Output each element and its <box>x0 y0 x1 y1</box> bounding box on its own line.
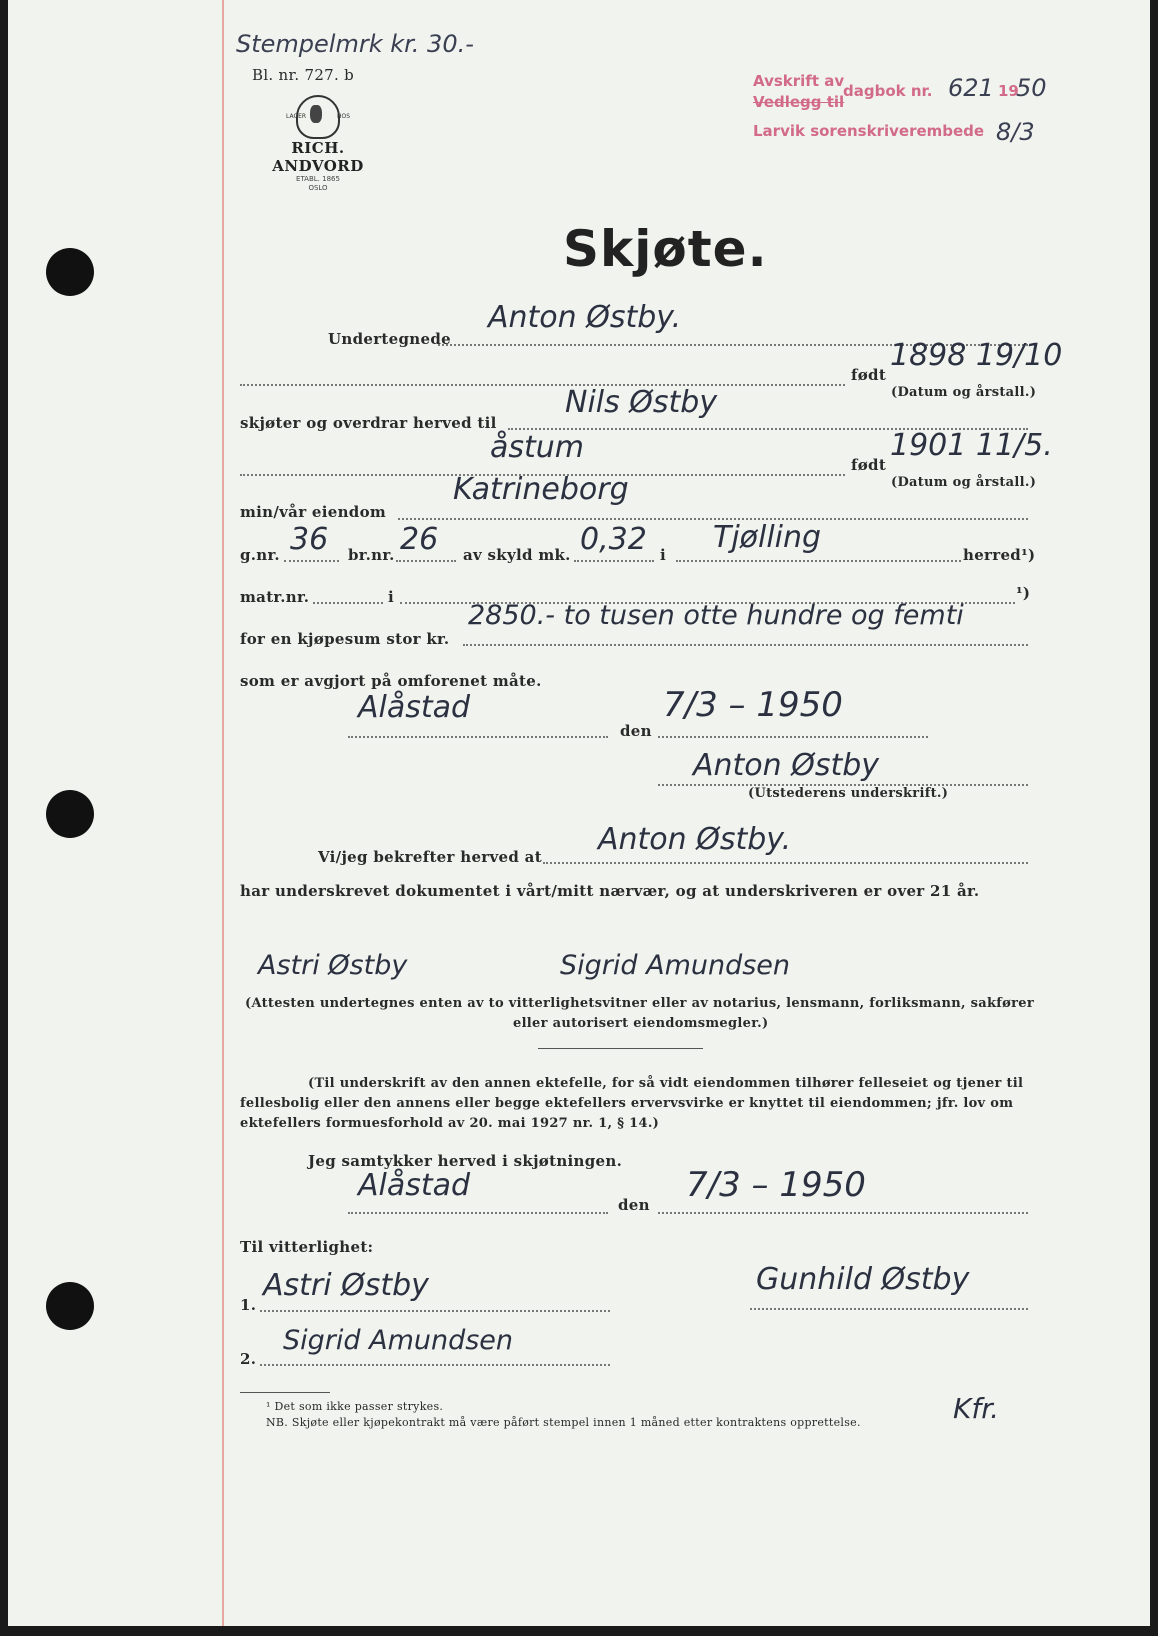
section-divider <box>538 1048 703 1049</box>
witness-1-number: 1. <box>240 1296 257 1314</box>
spouse-note-1: (Til underskrift av den annen ektefelle, for så vidt eiendommen tilhører felleseiet og tjener til <box>308 1076 1024 1091</box>
gnr-label: g.nr. <box>240 546 280 564</box>
matr-label: matr.nr. <box>240 588 310 606</box>
witness-signature-1: Astri Østby <box>258 950 408 981</box>
consent-den-label: den <box>618 1196 650 1214</box>
spouse-note-2: fellesbolig eller den annens eller begge ektefellers ervervsvirke er knyttet til eiendommen; jfr. lov om <box>240 1096 1014 1111</box>
datum-caption-1: (Datum og årstall.) <box>891 385 1037 400</box>
clerk-initials: Kfr. <box>953 1392 1000 1425</box>
grantor-signature: Anton Østby <box>693 748 880 783</box>
signature-caption: (Utstederens underskrift.) <box>748 786 949 801</box>
logo-established: ETABL. 1865 <box>296 175 340 183</box>
matr-i-label: i <box>388 588 394 606</box>
punch-hole <box>46 248 94 296</box>
date: 7/3 – 1950 <box>663 685 843 725</box>
document-page <box>8 0 1150 1626</box>
property-name: Katrineborg <box>453 472 629 507</box>
dotted-line <box>658 1212 1028 1214</box>
grantee-line-2: åstum <box>490 430 585 465</box>
fodt-label-2: født <box>851 456 887 474</box>
brnr-label: br.nr. <box>348 546 395 564</box>
stamp-dagbok-number: 621 <box>948 74 994 102</box>
vitterlighet-label: Til vitterlighet: <box>240 1238 374 1256</box>
eiendom-label: min/vår eiendom <box>240 503 387 521</box>
stamp-office-date: 8/3 <box>996 118 1035 146</box>
dotted-line <box>260 1310 610 1312</box>
place: Alåstad <box>358 690 471 725</box>
price-label: for en kjøpesum stor kr. <box>240 630 450 648</box>
dotted-line <box>313 602 383 604</box>
dotted-line <box>396 560 456 562</box>
witness-signature-2: Sigrid Amundsen <box>560 950 791 981</box>
skyld-label: av skyld mk. <box>463 546 571 564</box>
grantor-name: Anton Østby. <box>488 300 682 335</box>
price-value: 2850.- to tusen otte hundre og femti <box>468 600 964 631</box>
stamp-year-prefix: 19 <box>998 82 1019 100</box>
herred-label: herred¹) <box>963 546 1036 564</box>
dotted-line <box>260 1364 610 1366</box>
dotted-line <box>574 560 654 562</box>
herred-value: Tjølling <box>713 520 822 555</box>
punch-hole <box>46 1282 94 1330</box>
dotted-line <box>676 560 961 562</box>
fodt-label: født <box>851 366 887 384</box>
form-number: Bl. nr. 727. b <box>252 66 355 84</box>
stamp-office: Larvik sorenskriverembede <box>753 122 985 140</box>
grantee-birth: 1901 11/5. <box>890 428 1053 463</box>
punch-hole <box>46 790 94 838</box>
grantor-birth: 1898 19/10 <box>890 338 1063 373</box>
den-label: den <box>620 722 652 740</box>
dotted-line <box>543 862 1028 864</box>
logo-city: OSLO <box>308 184 328 192</box>
stamp-vedlegg: Vedlegg til <box>753 93 845 111</box>
skyld-value: 0,32 <box>580 522 647 557</box>
dotted-line <box>348 1212 608 1214</box>
grantee-line-1: Nils Østby <box>565 385 718 420</box>
signature-line <box>750 1308 1028 1310</box>
avgjort-label: som er avgjort på omforenet måte. <box>240 672 542 690</box>
confirm-label: Vi/jeg bekrefter herved at <box>318 848 542 866</box>
matr-footnote-mark: ¹) <box>1016 584 1031 602</box>
dotted-line <box>348 736 608 738</box>
consent-date: 7/3 – 1950 <box>686 1165 866 1205</box>
publisher-logo <box>248 95 388 193</box>
stamp-year-suffix: 50 <box>1016 74 1047 102</box>
red-margin-line <box>222 0 224 1626</box>
consent-label: Jeg samtykker herved i skjøtningen. <box>308 1152 623 1170</box>
transfer-label: skjøter og overdrar herved til <box>240 414 497 432</box>
dotted-line <box>463 644 1028 646</box>
witness-2-number: 2. <box>240 1350 257 1368</box>
stamp-duty-note: Stempelmrk kr. 30.- <box>236 30 474 58</box>
i-label: i <box>660 546 666 564</box>
document-title: Skjøte. <box>563 220 768 278</box>
brnr-value: 26 <box>400 522 439 557</box>
consent-place: Alåstad <box>358 1168 471 1203</box>
footnote-1: ¹ Det som ikke passer strykes. <box>266 1400 444 1413</box>
spouse-note-3: ektefellers formuesforhold av 20. mai 1927 nr. 1, § 14.) <box>240 1116 660 1131</box>
undertegnede-label: Undertegnede <box>328 330 451 348</box>
spouse-signature: Gunhild Østby <box>756 1262 970 1297</box>
logo-left-text: LAGER <box>286 113 307 120</box>
footnote-2: NB. Skjøte eller kjøpekontrakt må være påført stempel innen 1 måned etter kontraktens opprettelse. <box>266 1416 861 1429</box>
datum-caption-2: (Datum og årstall.) <box>891 475 1037 490</box>
dotted-line <box>284 560 339 562</box>
logo-emblem-icon <box>296 95 340 139</box>
dotted-line <box>240 384 845 386</box>
attest-note-1: (Attesten undertegnes enten av to vitterlighetsvitner eller av notarius, lensmann, forliksmann, sakfører <box>245 996 1035 1011</box>
confirm-text: har underskrevet dokumentet i vårt/mitt nærvær, og at underskriveren er over 21 år. <box>240 882 980 900</box>
logo-right-text: HOS <box>336 113 350 120</box>
witness-2-name: Sigrid Amundsen <box>283 1325 514 1356</box>
stamp-dagbok: dagbok nr. <box>843 82 933 100</box>
confirm-name: Anton Østby. <box>598 822 792 857</box>
logo-name: RICH. ANDVORD <box>272 139 364 175</box>
gnr-value: 36 <box>290 522 329 557</box>
witness-1-name: Astri Østby <box>263 1268 429 1303</box>
stamp-avskrift: Avskrift av <box>753 72 845 90</box>
dotted-line <box>658 736 928 738</box>
footnote-divider <box>240 1392 330 1393</box>
attest-note-2: eller autorisert eiendomsmegler.) <box>513 1016 769 1031</box>
